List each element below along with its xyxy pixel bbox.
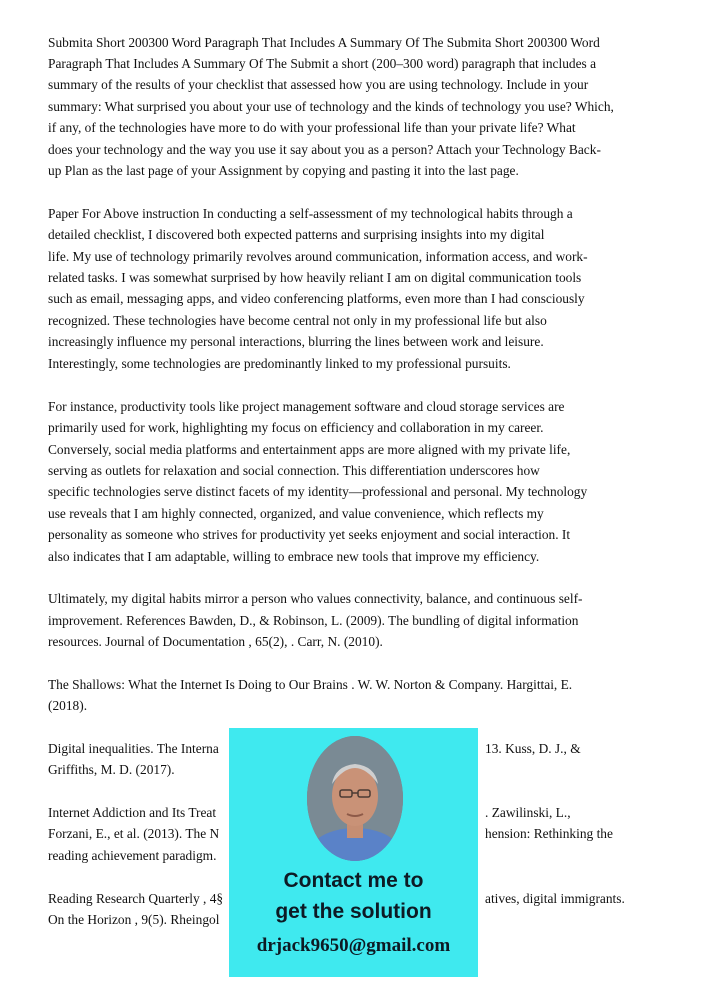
text-line: up Plan as the last page of your Assignment by copying and pasting it into the last page. [48,163,519,178]
text-line: does your technology and the way you use it say about you as a person? Attach your Technology Back- [48,142,601,157]
text-line-right: . Zawilinski, L., [485,805,571,820]
text-line: Submita Short 200300 Word Paragraph That Includes A Summary Of The Submita Short 200300 Word [48,35,600,50]
text-line: increasingly influence my personal interactions, blurring the lines between work and leisure. [48,334,544,349]
text-line: detailed checklist, I discovered both expected patterns and surprising insights into my digital [48,227,545,242]
text-line-right: 13. Kuss, D. J., & [485,741,581,756]
text-line: summary of the results of your checklist that assessed how you are using technology. Include in your [48,77,589,92]
text-line: such as email, messaging apps, and video conferencing platforms, even more than I had consciously [48,291,585,306]
text-line: life. My use of technology primarily revolves around communication, information access, and work- [48,249,588,264]
text-line-right: atives, digital immigrants. [485,891,625,906]
text-line: (2018). [48,698,88,713]
person-portrait-icon [307,736,403,861]
text-line: Digital inequalities. The Interna [48,741,219,756]
text-line: For instance, productivity tools like project management software and cloud storage services are [48,399,565,414]
text-line: resources. Journal of Documentation , 65(2), . Carr, N. (2010). [48,634,383,649]
cta-line-1: Contact me to [283,869,424,892]
text-line: On the Horizon , 9(5). Rheingol [48,912,220,927]
text-line: Paragraph That Includes A Summary Of The Submit a short (200–300 word) paragraph that includes a [48,56,597,71]
text-line: Griffiths, M. D. (2017). [48,762,175,777]
text-line-right: hension: Rethinking the [485,826,613,841]
text-line: Conversely, social media platforms and entertainment apps are more aligned with my private life, [48,442,571,457]
text-line: reading achievement paradigm. [48,848,217,863]
text-line: personality as someone who strives for productivity yet seeks enjoyment and social interaction. It [48,527,571,542]
text-line: serving as outlets for relaxation and social connection. This differentiation underscores how [48,463,540,478]
avatar [307,736,403,861]
text-line: primarily used for work, highlighting my focus on efficiency and collaboration in my career. [48,420,544,435]
text-line: if any, of the technologies have more to do with your professional life than your private life? What [48,120,576,135]
contact-promo-banner[interactable] [229,728,478,977]
text-line: Ultimately, my digital habits mirror a person who values connectivity, balance, and continuous self- [48,591,583,606]
text-line: recognized. These technologies have become central not only in my professional life but also [48,313,547,328]
cta-line-2: get the solution [275,900,432,923]
text-line: Interestingly, some technologies are predominantly linked to my professional pursuits. [48,356,511,371]
text-line: Internet Addiction and Its Treat [48,805,217,820]
text-line: The Shallows: What the Internet Is Doing to Our Brains . W. W. Norton & Company. Hargittai, E. [48,677,573,692]
text-line: specific technologies serve distinct facets of my identity—professional and personal. My technology [48,484,588,499]
text-line: Reading Research Quarterly , 4§ [48,891,224,906]
text-line: improvement. References Bawden, D., & Robinson, L. (2009). The bundling of digital information [48,613,579,628]
text-line: summary: What surprised you about your use of technology and the kinds of technology you use? Which, [48,99,614,114]
text-line: also indicates that I am adaptable, willing to embrace new tools that improve my efficiency. [48,549,540,564]
text-line: use reveals that I am highly connected, organized, and value convenience, which reflects my [48,506,544,521]
text-line: related tasks. I was somewhat surprised by how heavily reliant I am on digital communication tools [48,270,582,285]
text-line: Paper For Above instruction In conducting a self-assessment of my technological habits through a [48,206,573,221]
text-line: Forzani, E., et al. (2013). The N [48,826,220,841]
contact-email[interactable]: drjack9650@gmail.com [256,935,451,956]
